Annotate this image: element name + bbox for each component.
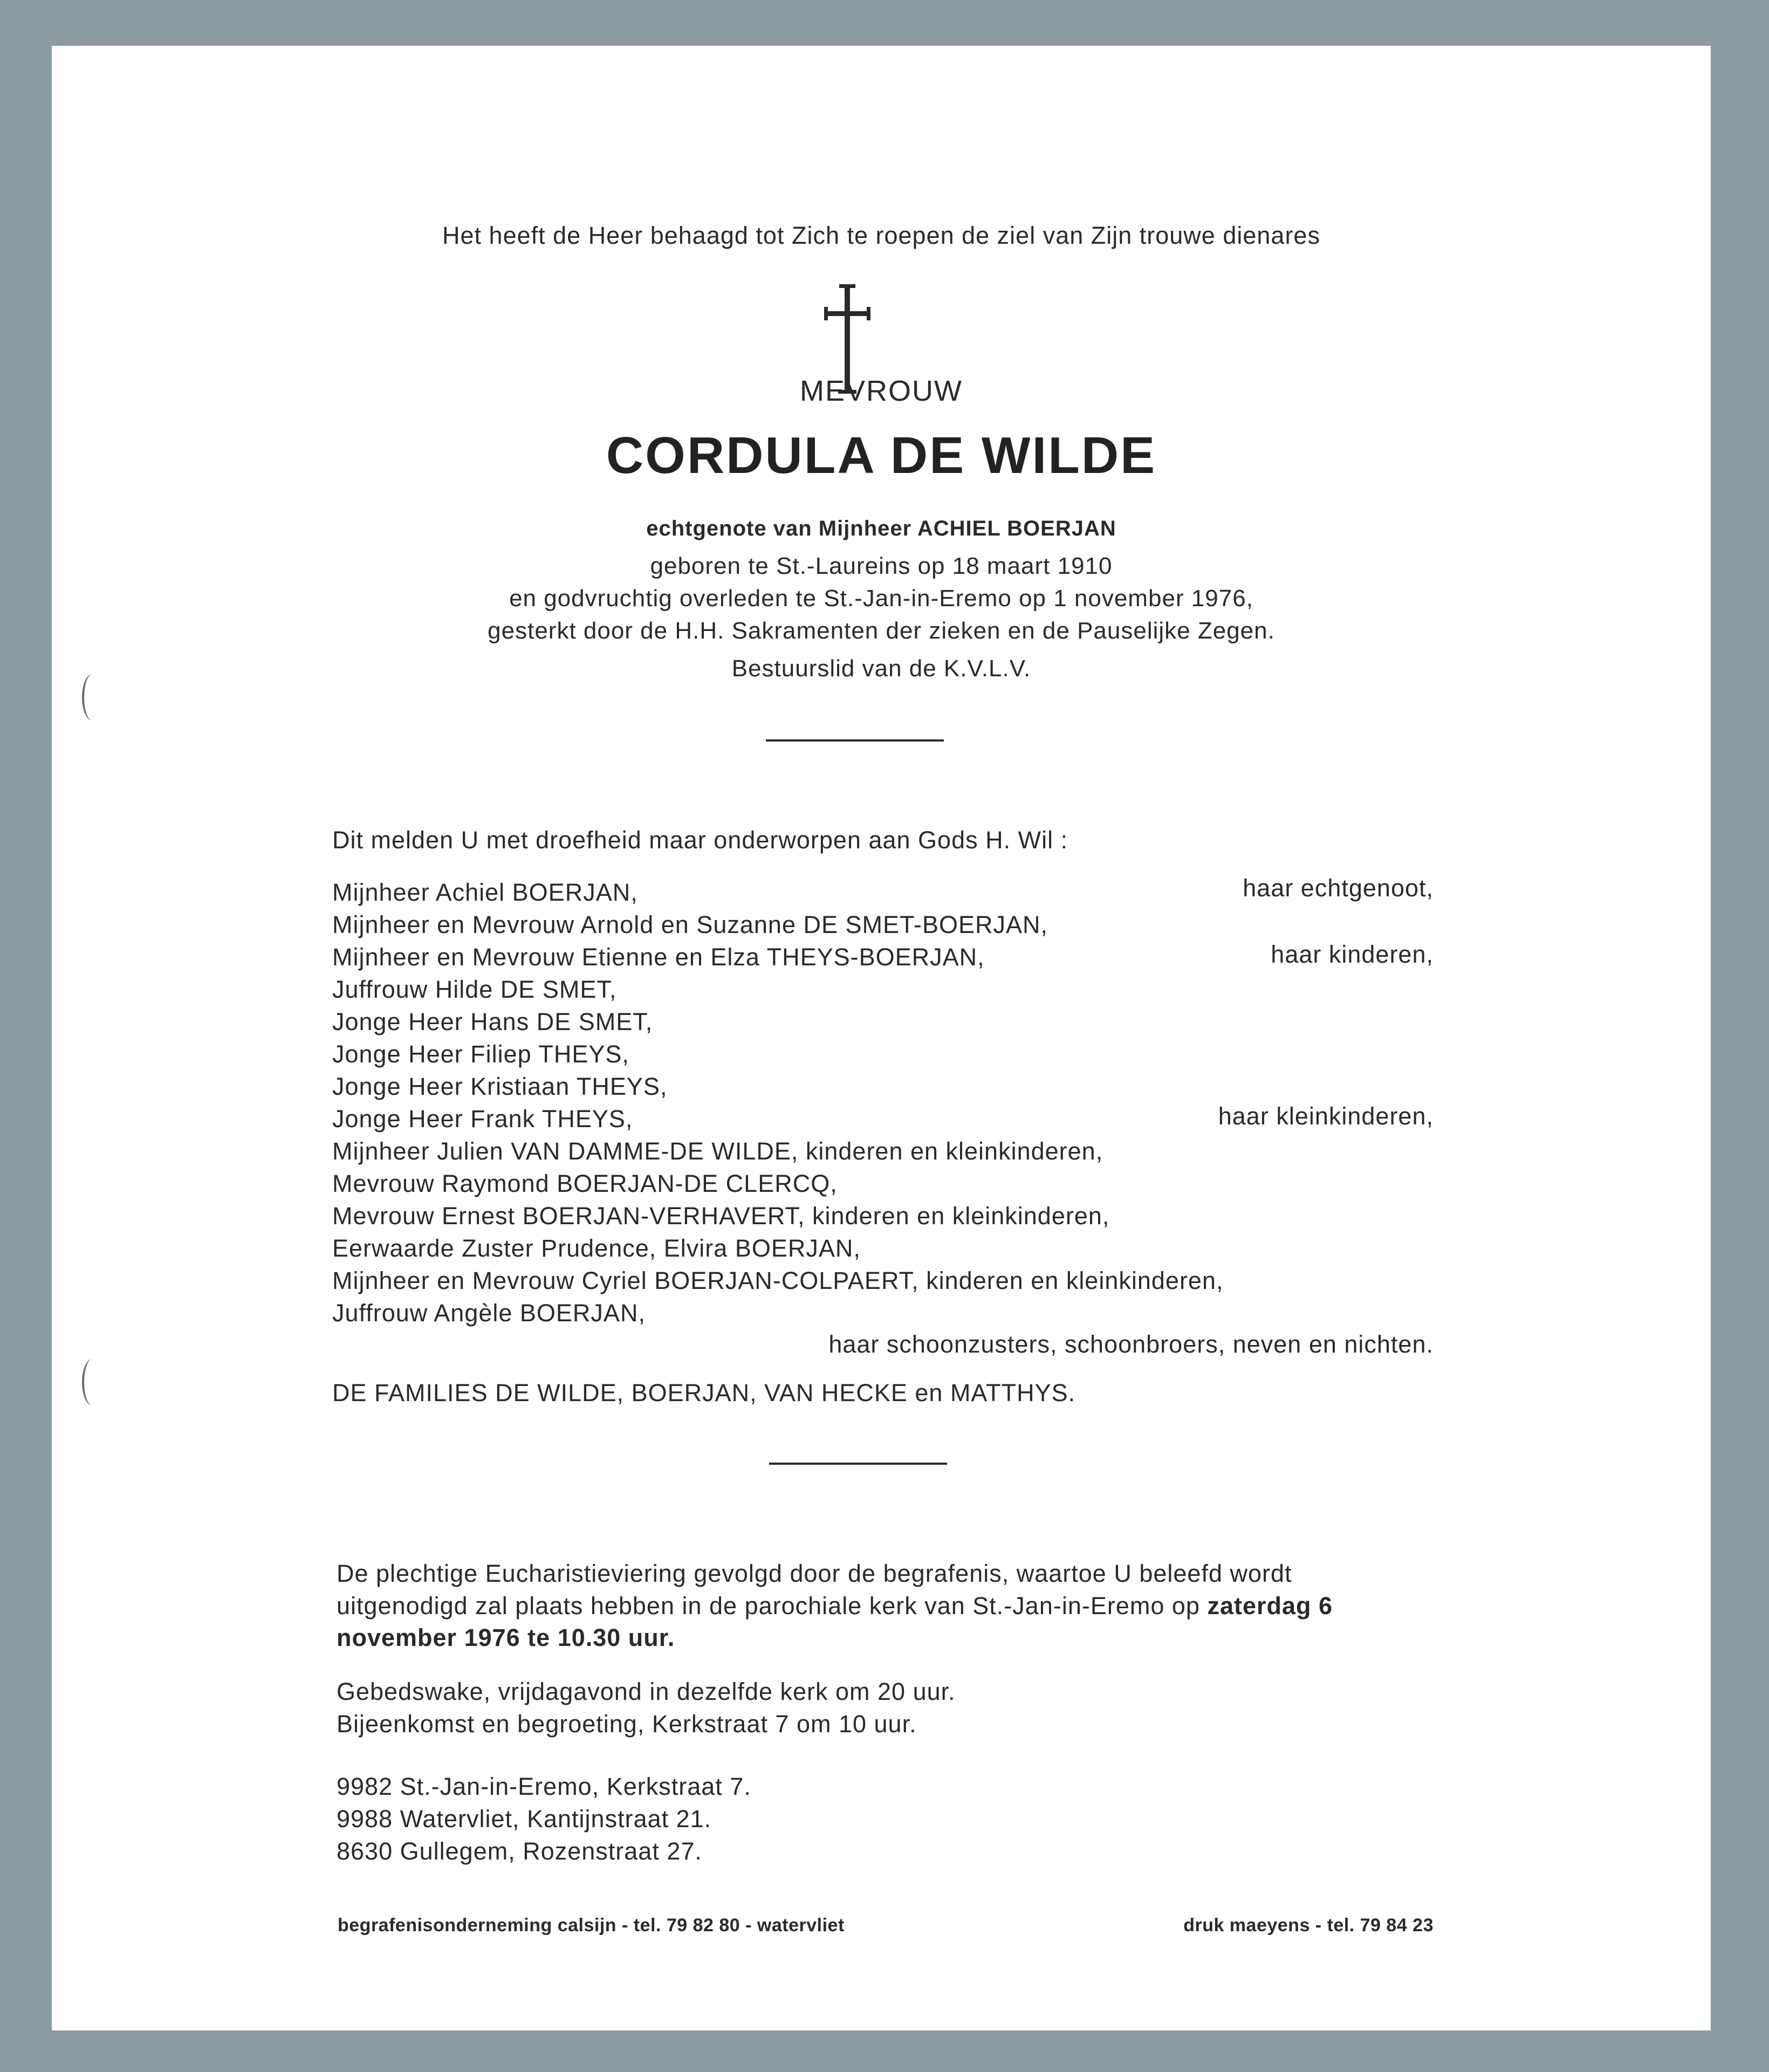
address-line: 9988 Watervliet, Kantijnstraat 21. [337,1805,712,1833]
intro-text: Het heeft de Heer behaagd tot Zich te roepen de ziel van Zijn trouwe dienares [442,222,1320,249]
bio-line: Bestuurslid van de K.V.L.V. [731,655,1031,682]
address-line: 8630 Gullegem, Rozenstraat 27. [337,1837,702,1865]
mourning-card [52,46,1711,2030]
family-member: Mevrouw Raymond BOERJAN-DE CLERCQ, [332,1170,838,1197]
bio-line: en godvruchtig overleden te St.-Jan-in-Eremo op 1 november 1976, [509,585,1253,612]
announcement-text: Dit melden U met droefheid maar onderworpen aan Gods H. Wil : [332,826,1068,854]
bio-line: gesterkt door de H.H. Sakramenten der zieken en de Pauselijke Zegen. [488,618,1275,644]
service-date: zaterdag 6 [1207,1592,1333,1620]
family-member: Mijnheer en Mevrouw Cyriel BOERJAN-COLPAERT, kinderen en kleinkinderen, [332,1267,1224,1294]
title-honorific: MEVROUW [800,375,963,407]
deceased-name: CORDULA DE WILDE [606,427,1157,484]
family-relation: haar kinderen, [1271,941,1434,968]
family-member: Mijnheer en Mevrouw Arnold en Suzanne DE SMET-BOERJAN, [332,911,1048,938]
family-member: Jonge Heer Hans DE SMET, [332,1008,653,1035]
service-line [337,1590,1333,1622]
footer-undertaker: begrafenisonderneming calsijn - tel. 79 82 80 - watervliet [338,1915,845,1936]
family-member: Jonge Heer Frank THEYS, [332,1105,633,1133]
family-member: Jonge Heer Kristiaan THEYS, [332,1073,668,1100]
family-member: Mijnheer en Mevrouw Etienne en Elza THEYS-BOERJAN, [332,943,985,971]
family-member: Mijnheer Julien VAN DAMME-DE WILDE, kinderen en kleinkinderen, [332,1137,1103,1165]
family-member: Eerwaarde Zuster Prudence, Elvira BOERJAN, [332,1234,861,1262]
bio-line: geboren te St.-Laureins op 18 maart 1910 [650,553,1113,579]
service-text: uitgenodigd zal plaats hebben in de parochiale kerk van St.-Jan-in-Eremo op [337,1592,1200,1620]
divider [766,739,944,742]
address-line: 9982 St.-Jan-in-Eremo, Kerkstraat 7. [337,1773,751,1800]
spouse-line: echtgenote van Mijnheer ACHIEL BOERJAN [646,517,1116,540]
punch-hole [82,1359,102,1405]
family-relation: haar kleinkinderen, [1218,1102,1434,1130]
punch-hole [82,674,102,721]
family-member: Mijnheer Achiel BOERJAN, [332,879,638,906]
wake-line: Bijeenkomst en begroeting, Kerkstraat 7 om 10 uur. [337,1710,917,1738]
footer-printer: druk maeyens - tel. 79 84 23 [1183,1915,1434,1936]
family-member: Mevrouw Ernest BOERJAN-VERHAVERT, kinderen en kleinkinderen, [332,1202,1110,1230]
family-relation: haar schoonzusters, schoonbroers, neven en nichten. [828,1330,1434,1358]
divider [769,1463,947,1465]
family-member: Jonge Heer Filiep THEYS, [332,1040,629,1068]
service-datetime: november 1976 te 10.30 uur. [337,1624,675,1651]
wake-line: Gebedswake, vrijdagavond in dezelfde kerk om 20 uur. [337,1678,956,1705]
family-member: Juffrouw Hilde DE SMET, [332,976,617,1003]
service-line: De plechtige Eucharistieviering gevolgd door de begrafenis, waartoe U beleefd wordt [337,1560,1292,1587]
family-member: Juffrouw Angèle BOERJAN, [332,1299,646,1327]
family-relation: haar echtgenoot, [1243,874,1434,902]
families-line: DE FAMILIES DE WILDE, BOERJAN, VAN HECKE en MATTHYS. [332,1379,1076,1407]
